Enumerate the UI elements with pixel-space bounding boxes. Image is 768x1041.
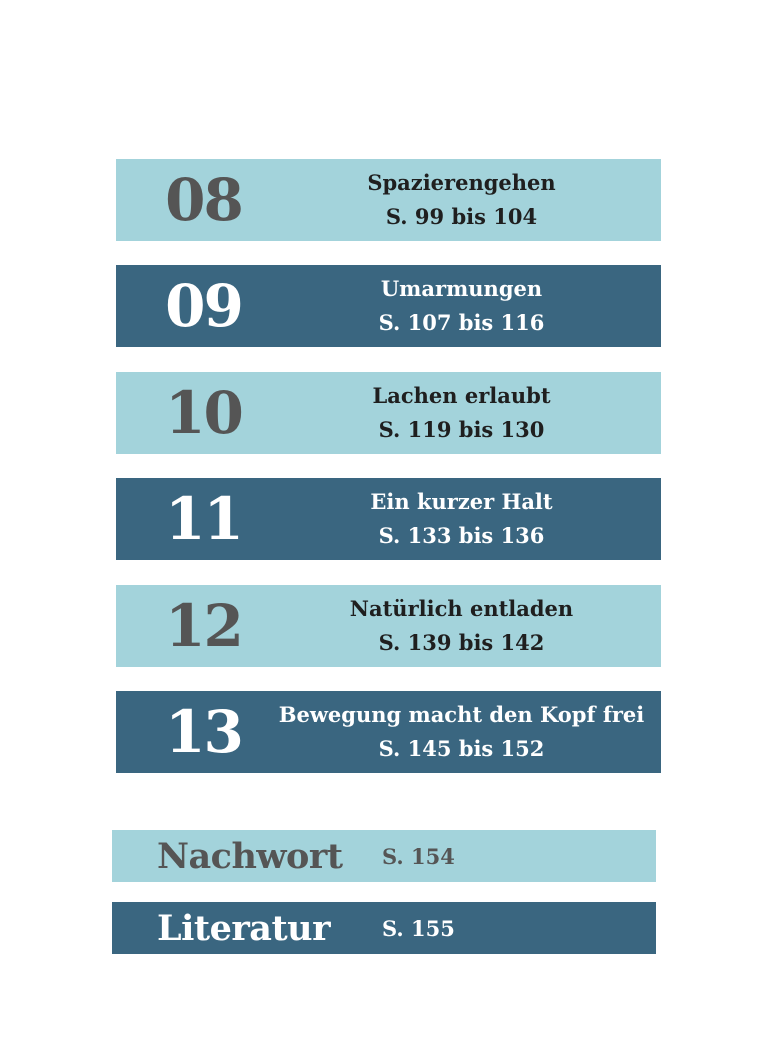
chapter-number: 08 [165,166,242,234]
chapter-number: 11 [165,485,242,553]
chapter-number: 09 [165,272,242,340]
chapter-info [256,159,667,241]
chapter-entry-09[interactable] [116,265,661,347]
chapter-title: Ein kurzer Halt [370,489,553,514]
literature-title: Literatur [157,907,331,949]
chapter-number: 12 [165,592,242,660]
chapter-title: Bewegung macht den Kopf frei [278,702,645,727]
chapter-title: Spazierengehen [367,170,556,195]
chapter-entry-12[interactable] [116,585,661,667]
chapter-pages: S. 119 bis 130 [378,417,545,442]
afterword-title: Nachwort [157,835,343,877]
chapter-number: 13 [165,698,242,766]
chapter-info [256,478,667,560]
chapter-title: Umarmungen [380,276,543,301]
chapter-pages: S. 107 bis 116 [378,310,545,335]
chapter-info [256,372,667,454]
chapter-info [256,691,667,773]
chapter-pages: S. 145 bis 152 [378,736,545,761]
literature-entry[interactable] [112,902,656,954]
chapter-title: Lachen erlaubt [372,383,551,408]
chapter-entry-11[interactable] [116,478,661,560]
chapter-info [256,265,667,347]
afterword-entry[interactable] [112,830,656,882]
chapter-info [256,585,667,667]
chapter-entry-08[interactable] [116,159,661,241]
chapter-pages: S. 139 bis 142 [378,630,545,655]
chapter-pages: S. 99 bis 104 [385,204,538,229]
literature-page: S. 155 [382,915,455,941]
chapter-pages: S. 133 bis 136 [378,523,545,548]
chapter-number: 10 [165,379,242,447]
chapter-entry-13[interactable] [116,691,661,773]
afterword-page: S. 154 [382,843,455,869]
chapter-entry-10[interactable] [116,372,661,454]
chapter-title: Natürlich entladen [349,596,574,621]
